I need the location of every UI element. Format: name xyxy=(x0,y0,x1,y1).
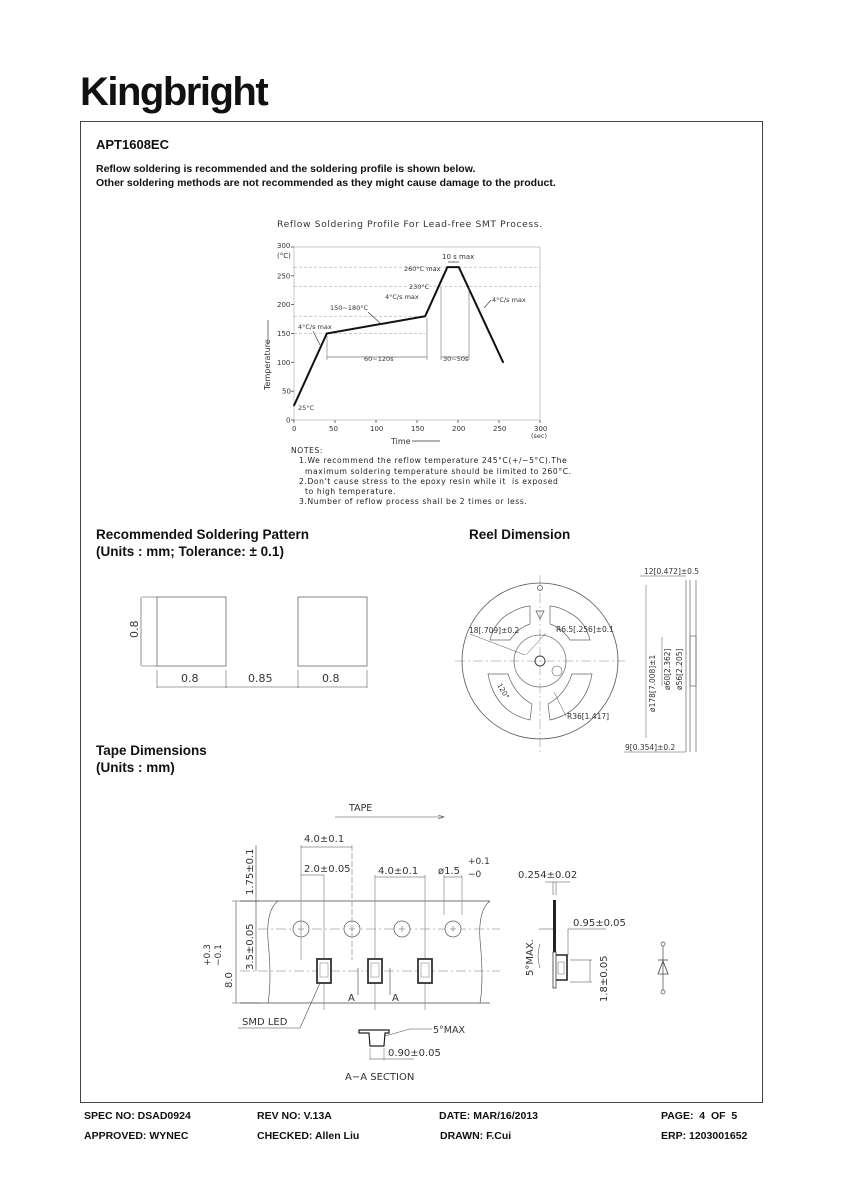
y-tick-label: 50 xyxy=(282,387,291,396)
section-angle: 5°MAX xyxy=(433,1025,465,1036)
x-unit: (sec) xyxy=(531,432,548,440)
y-unit: (°C) xyxy=(277,252,291,260)
footer-rev-no: REV NO: V.13A xyxy=(257,1110,332,1122)
annotation-230: 230°C xyxy=(409,283,430,291)
x-tick-label: 100 xyxy=(370,425,384,433)
tape-hole-tol-plus: +0.1 xyxy=(468,857,490,867)
tape-subtitle: (Units : mm) xyxy=(96,760,175,775)
y-tick-label: 100 xyxy=(277,358,291,367)
section-marker-left: A xyxy=(348,993,355,1004)
diode-cathode-terminal xyxy=(661,990,665,994)
note-line: 3.Number of reflow process shall be 2 times or less. xyxy=(299,497,528,507)
reel-title: Reel Dimension xyxy=(469,527,571,542)
footer-checked: CHECKED: Allen Liu xyxy=(257,1130,360,1142)
reel-diameter-inner: ø56[2.205] xyxy=(675,648,684,690)
led-pocket xyxy=(317,959,331,983)
footer-drawn: DRAWN: F.Cui xyxy=(440,1130,512,1142)
soldering-pattern-subtitle: (Units : mm; Tolerance: ± 0.1) xyxy=(96,544,284,559)
reel-angle: 120° xyxy=(495,682,511,701)
annotation-soak: 150~180°C xyxy=(330,304,369,312)
diode-anode-terminal xyxy=(661,942,665,946)
footer-date: DATE: MAR/16/2013 xyxy=(439,1110,539,1122)
notes-heading: NOTES: xyxy=(291,446,324,455)
soldering-pattern-heading: Recommended Soldering Pattern xyxy=(96,527,310,542)
tape-width: 8.0 xyxy=(224,972,235,988)
intro-line: Reflow soldering is recommended and the soldering profile is shown below. xyxy=(96,163,476,175)
x-tick-label: 300 xyxy=(534,425,548,433)
y-tick-label: 300 xyxy=(277,242,291,250)
annotation-30-50: 30~50s xyxy=(443,355,469,363)
reel-outer-radius: R36[1.417] xyxy=(567,712,610,721)
annotation-ramp2: 4°C/s max xyxy=(385,293,419,301)
section-width: 0.90±0.05 xyxy=(388,1048,441,1059)
brand-logo: Kingbright xyxy=(80,70,268,114)
footer-spec-no: SPEC NO: DSAD0924 xyxy=(84,1110,191,1122)
tape-width-tol-plus: +0.3 xyxy=(203,944,213,966)
annotation-25c: 25°C xyxy=(298,404,315,412)
annotation-10s: 10 s max xyxy=(442,253,475,261)
led-label: SMD LED xyxy=(242,1017,288,1028)
tape-edge: 1.75±0.1 xyxy=(245,848,256,895)
y-tick-label: 200 xyxy=(277,301,291,310)
section-label: A−A SECTION xyxy=(345,1072,415,1083)
tape-direction-label: TAPE xyxy=(349,803,373,814)
tape-pitch-top: 4.0±0.1 xyxy=(304,834,345,845)
pattern-gap: 0.85 xyxy=(248,672,273,685)
tape-pocket-depth: 0.95±0.05 xyxy=(573,918,626,929)
x-tick-label: 0 xyxy=(292,425,297,433)
y-axis-label: Temperature xyxy=(263,339,272,390)
tape-pitch: 4.0±0.1 xyxy=(378,866,419,877)
tape-tilt: 5°MAX. xyxy=(525,939,536,976)
annotation-260: 260°C max xyxy=(404,265,441,273)
footer-approved: APPROVED: WYNEC xyxy=(84,1130,189,1142)
annotation-ramp1: 4°C/s max xyxy=(298,323,332,331)
y-tick-label: 0 xyxy=(286,416,291,425)
tape-width-tol-minus: −0.1 xyxy=(214,944,224,966)
led-pocket xyxy=(418,959,432,983)
x-tick-label: 150 xyxy=(411,425,425,433)
x-tick-label: 50 xyxy=(329,425,338,433)
x-tick-label: 250 xyxy=(493,425,507,433)
reel-diameter-outer: ø178[7.008]±1 xyxy=(648,654,657,712)
reel-width-bottom: 9[0.354]±0.2 xyxy=(625,743,676,752)
led-pocket xyxy=(368,959,382,983)
tape-center: 3.5±0.05 xyxy=(245,923,256,970)
y-tick-label: 250 xyxy=(277,272,291,281)
pattern-pad-width-right: 0.8 xyxy=(322,672,340,685)
footer-page: PAGE: 4 OF 5 xyxy=(661,1110,738,1122)
tape-hole-tol-minus: −0 xyxy=(468,870,482,880)
x-axis-label: Time xyxy=(391,437,411,446)
intro-line: Other soldering methods are not recommended as they might cause damage to the product. xyxy=(96,177,556,189)
annotation-cool: 4°C/s max xyxy=(492,296,526,304)
footer-erp: ERP: 1203001652 xyxy=(661,1130,748,1142)
note-line: maximum soldering temperature should be limited to 260°C. xyxy=(299,466,572,476)
reel-width-top: 12[0.472]±0.5 xyxy=(644,567,700,576)
tape-half-pitch: 2.0±0.05 xyxy=(304,864,351,875)
x-tick-label: 200 xyxy=(452,425,466,433)
tape-hole-dia: ø1.5 xyxy=(438,866,461,877)
note-line: to high temperature. xyxy=(299,487,397,497)
section-marker-right: A xyxy=(392,993,399,1004)
reel-hub-slot: 18[.709]±0.2 xyxy=(469,626,520,635)
tape-carrier-side xyxy=(553,900,556,952)
tape-thickness: 0.254±0.02 xyxy=(518,870,578,881)
note-line: 1.We recommend the reflow temperature 245°C(+/−5°C).The xyxy=(299,456,568,466)
note-line: 2.Don't cause stress to the epoxy resin while it is exposed xyxy=(299,476,559,486)
tape-heading: Tape Dimensions xyxy=(96,743,207,758)
annotation-60-120: 60~120s xyxy=(364,355,394,363)
tape-pocket-height: 1.8±0.05 xyxy=(599,955,610,1002)
pattern-pad-width-left: 0.8 xyxy=(181,672,199,685)
pattern-height: 0.8 xyxy=(128,620,141,638)
chart-title: Reflow Soldering Profile For Lead-free SMT Process. xyxy=(277,219,543,230)
y-tick-label: 150 xyxy=(277,330,291,338)
reel-hub-radius: R6.5[.256]±0.1 xyxy=(556,625,614,634)
part-number: APT1608EC xyxy=(96,137,169,152)
reel-diameter-hub: ø60[2.362] xyxy=(663,648,672,690)
